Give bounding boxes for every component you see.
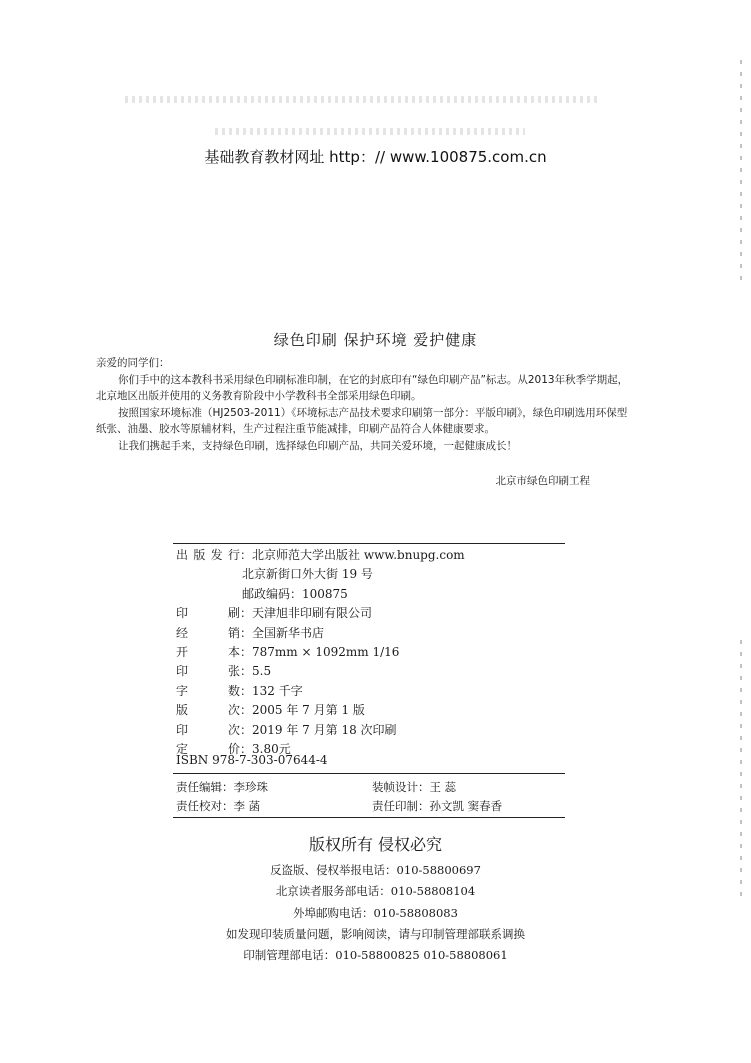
contact-line-quality-notice: 如发现印装质量问题，影响阅读，请与印制管理部联系调换 [226,926,525,941]
pub-row: 印张：5.5 [176,662,465,681]
rule-middle [173,773,565,774]
notice-signature: 北京市绿色印刷工程 [495,475,590,487]
pub-label: 字数 [176,683,240,698]
contact-line-reader-service: 北京读者服务部电话：010-58808104 [275,884,476,899]
pub-value: 北京师范大学出版社 www.bnupg.com [252,548,465,562]
pub-row: 定价：3.80元 [176,740,465,759]
contact-line-print-management: 印制管理部电话：010-58800825 010-58808061 [243,948,508,963]
pub-label: 定价 [176,741,240,756]
pub-row: 版次：2005 年 7 月第 1 版 [176,701,465,720]
pub-value: 邮政编码：100875 [242,586,348,601]
bleed-through-line-2 [215,128,525,135]
rule-top [173,543,565,544]
pub-value: 北京新街口外大街 19 号 [242,567,373,582]
pub-row: 印次：2019 年 7 月第 18 次印刷 [176,721,465,740]
bleed-through-line-1 [125,96,600,103]
pub-value: 全国新华书店 [252,625,325,640]
pub-row: 字数：132 千字 [176,682,465,701]
pub-row: 印刷：天津旭非印刷有限公司 [176,604,465,623]
pub-label: 印张 [176,664,240,679]
staff-editor: 责任编辑：李珍珠 [176,780,268,794]
scan-edge-artifact [740,60,742,280]
contact-line-mail-order: 外埠邮购电话：010-58808083 [293,905,458,920]
pub-row [176,565,465,584]
staff-print-supervisor: 责任印制：孙文凯 窦春香 [372,799,503,813]
pub-label: 出版发行 [176,548,240,562]
pub-value: 2019 年 7 月第 18 次印刷 [252,722,397,737]
publication-info [176,546,465,759]
pub-value: 2005 年 7 月第 1 版 [252,703,365,718]
notice-greeting: 亲爱的同学们： [96,357,170,369]
copyright-title: 版权所有 侵权必究 [308,835,443,854]
pub-label: 印次 [176,722,240,737]
isbn: ISBN 978-7-303-07644-4 [176,753,328,767]
staff-proofreader: 责任校对：李 菡 [176,799,261,813]
contact-lines [0,860,751,966]
staff-designer: 装帧设计：王 蕊 [372,780,457,794]
textbook-website: 基础教育教材网址 http：// www.100875.com.cn [204,148,547,166]
pub-row [176,585,465,604]
pub-label: 印刷 [176,606,240,621]
pub-row: 经销：全国新华书店 [176,624,465,643]
pub-label: 版次 [176,703,240,718]
pub-label: 开本 [176,644,240,659]
rule-bottom [173,817,565,818]
pub-value: 5.5 [252,664,272,679]
pub-value: 787mm × 1092mm 1/16 [252,644,400,659]
notice-paragraph-1: 你们手中的这本教科书采用绿色印刷标准印制，在它的封底印有“绿色印刷产品”标志。从2013年秋季学期起，北京地区出版并使用的义务教育阶段中小学教科书全部采用绿色印刷。 [96,373,629,402]
pub-label: 经销 [176,625,240,640]
pub-value: 天津旭非印刷有限公司 [252,606,373,621]
scan-edge-artifact [740,640,742,900]
green-printing-title: 绿色印刷 保护环境 爱护健康 [273,331,478,349]
contact-line-antipiracy: 反盗版、侵权举报电话：010-58800697 [270,863,481,877]
green-printing-notice [96,355,636,454]
pub-value: 3.80元 [252,741,291,756]
notice-paragraph-3: 让我们携起手来，支持绿色印刷，选择绿色印刷产品，共同关爱环境，一起健康成长！ [118,439,517,452]
pub-value: 132 千字 [252,683,303,698]
pub-row: 出版发行：北京师范大学出版社 www.bnupg.com [176,546,465,565]
pub-row: 开本：787mm × 1092mm 1/16 [176,643,465,662]
notice-paragraph-2: 按照国家环境标准（HJ2503-2011）《环境标志产品技术要求印刷第一部分：平版印刷》，绿色印刷选用环保型纸张、油墨、胶水等原辅材料，生产过程注重节能减排，印刷产品符合人体健康要求。 [96,406,628,435]
